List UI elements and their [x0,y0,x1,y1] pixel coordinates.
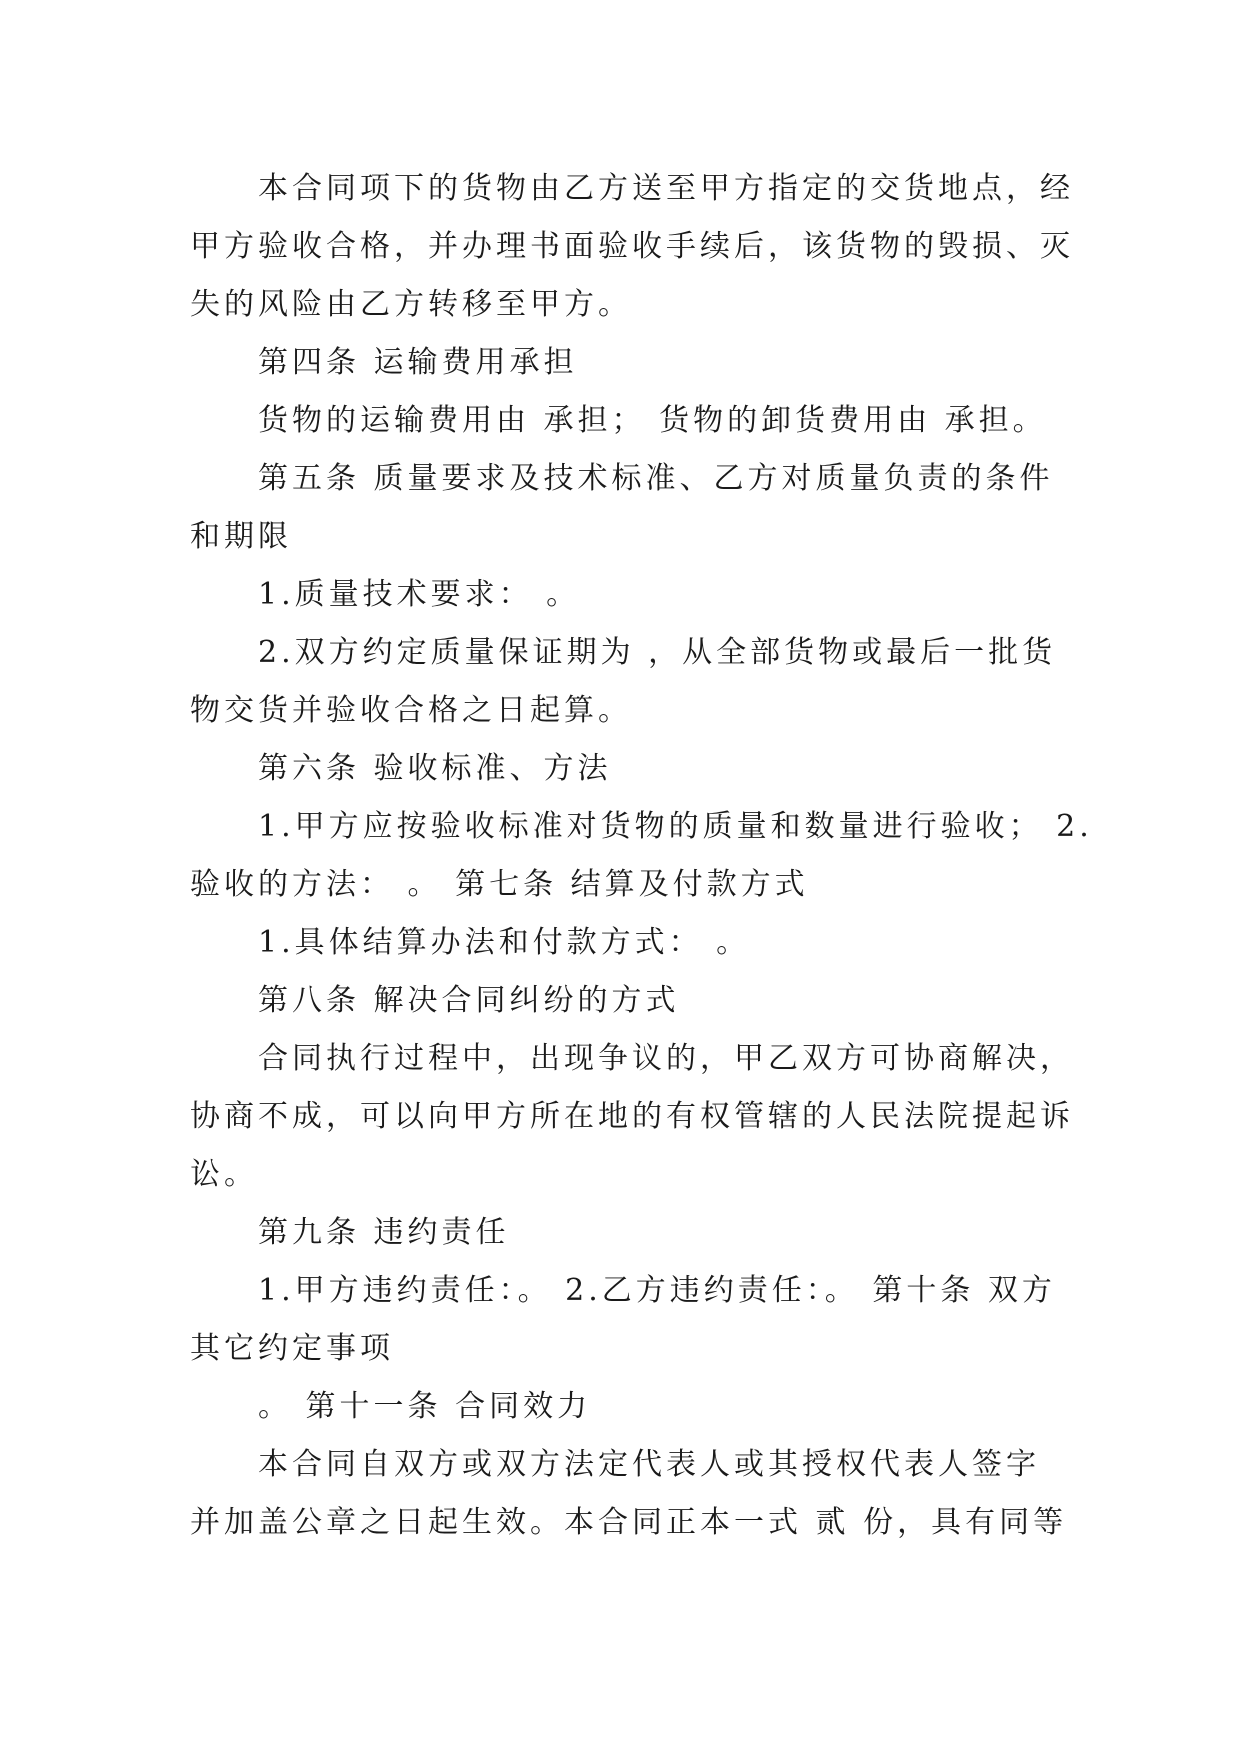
list-item-breach: 1.甲方违约责任：。 2.乙方违约责任：。 第十条 双方 [258,1273,1056,1308]
list-item-acceptance-1: 1.甲方应按验收标准对货物的质量和数量进行验收； 2. [258,809,1093,844]
text-line-21: 其它约定事项 [190,1331,394,1366]
section-heading-8: 第八条 解决合同纠纷的方式 [258,983,680,1018]
text-line-16: 合同执行过程中，出现争议的，甲乙双方可协商解决， [258,1041,1074,1076]
section-heading-5: 第五条 质量要求及技术标准、乙方对质量负责的条件 [258,461,1054,496]
text-line-7: 和期限 [190,519,292,554]
text-line-23: 本合同自双方或双方法定代表人或其授权代表人签字 [258,1447,1040,1482]
text-line-17: 协商不成，可以向甲方所在地的有权管辖的人民法院提起诉 [190,1099,1074,1134]
text-line-1: 本合同项下的货物由乙方送至甲方指定的交货地点，经 [258,171,1074,206]
section-heading-9: 第九条 违约责任 [258,1215,510,1250]
list-item-payment-1: 1.具体结算办法和付款方式： 。 [258,925,751,960]
list-item-quality-2: 2.双方约定质量保证期为 ，从全部货物或最后一批货 [258,635,1057,670]
text-line-18: 讼。 [190,1157,258,1192]
section-heading-11: 。 第十一条 合同效力 [258,1389,592,1424]
text-line-10: 物交货并验收合格之日起算。 [190,693,632,728]
section-heading-6: 第六条 验收标准、方法 [258,751,612,786]
text-line-3: 失的风险由乙方转移至甲方。 [190,287,632,322]
text-line-13: 验收的方法： 。 第七条 结算及付款方式 [190,867,809,902]
text-line-24: 并加盖公章之日起生效。本合同正本一式 贰 份，具有同等 [190,1505,1068,1540]
list-item-quality-1: 1.质量技术要求： 。 [258,577,581,612]
text-line-5: 货物的运输费用由 承担； 货物的卸货费用由 承担。 [258,403,1047,438]
text-line-2: 甲方验收合格，并办理书面验收手续后，该货物的毁损、灭 [190,229,1074,264]
section-heading-4: 第四条 运输费用承担 [258,345,578,380]
document-page [190,160,1093,1552]
